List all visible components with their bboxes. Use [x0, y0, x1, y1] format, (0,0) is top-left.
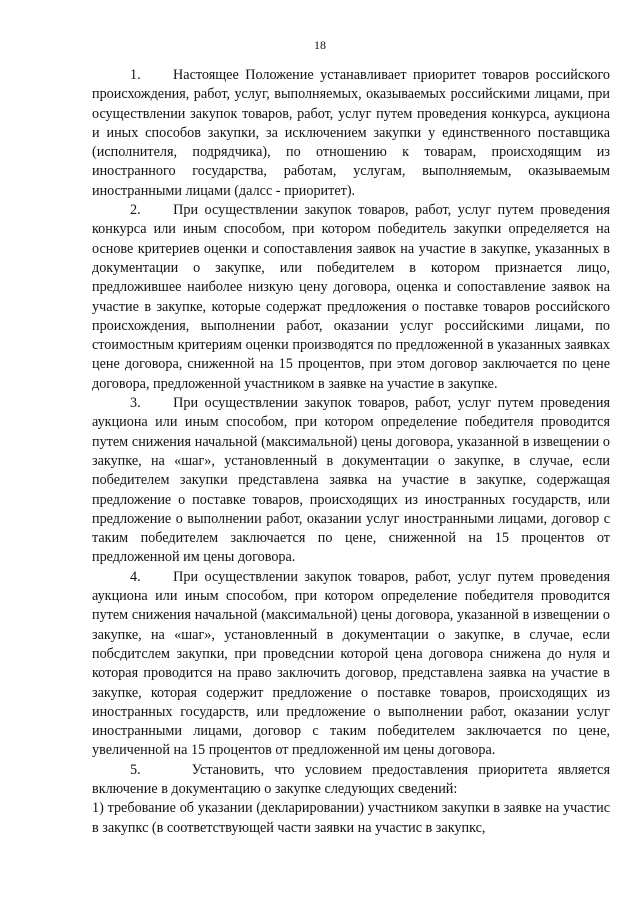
paragraph-3: 3. При осуществлении закупок товаров, работ, услуг путем проведения аукциона или иным способом, при котором определение победителя проводится путем снижения начальной (максимальной) цены договора, указанной в извещении о закупке, на «шаг», установленный в документации о закупке, в случае, если победителем закупки представлена заявка на участие в закупке, содержащая предложение о поставке товаров, происходящих из иностранных государств, или предложение о выполнении работ, оказании услуг иностранными лицами, договор с таким победителем заключается по цене, сниженной на 15 процентов от предложенной им цены договора. [92, 395, 610, 566]
paragraph-4: 4. При осуществлении закупок товаров, работ, услуг путем проведения аукциона или иным способом, при котором определение победителя проводится путем снижения начальной (максимальной) цены договора, указанной в извещении о закупке, на «шаг», установленный в документации о закупке, в случае, если побсдитслем закупки, при проведснии которой цена договора снижена до нуля и которая проводится на право заключить договор, представлена заявка на участие в закупке, которая содержит предложение о поставке товаров, происходящих из иностранных государств, или предложение о выполнении работ, оказании услуг иностранными лицами, договор с таким победителем заключается по цене, увеличенной на 15 процентов от предложенной им цены договора. [92, 568, 610, 759]
list-item-1: 1) требование об указании (декларировании) участником закупки в заявке на участис в закупкс (в соответствующей части заявки на участис в закупкс, [92, 800, 610, 836]
paragraph-2: 2. При осуществлении закупок товаров, работ, услуг путем проведения конкурса или иным способом, при котором победитель закупки определяется на основе критериев оценки и сопоставления заявок на участие в закупке, указанных в документации о закупке, или победителем в котором признается лицо, предложившее наиболее низкую цену договора, оценка и сопоставление заявок на участие в закупке, которые содержат предложения о поставке товаров российского происхождения, выполнении работ, оказании услуг российскими лицами, по стоимостным критериям оценки производятся по предложенной в указанных заявках цене договора, сниженной на 15 процентов, при этом договор заключается по цене договора, предложенной участником в заявке на участие в закупке. [92, 202, 610, 392]
paragraph-1: 1. Настоящее Положение устанавливает приоритет товаров российского происхождения, работ, услуг, выполняемых, оказываемых российскими лицами, при осуществлении закупок товаров, работ, услуг путем проведения конкурса, аукциона и иных способов закупки, за исключением закупки у единственного поставщика (исполнителя, подрядчика), по отношению к товарам, происходящим из иностранного государства, работам, услугам, выполняемым, оказываемым иностранными лицами (далсс - приоритет). [92, 67, 610, 199]
paragraph-5: 5. Установить, что условием предоставления приоритета является включение в документацию о закупке следующих сведений: [92, 761, 610, 797]
document-body [92, 66, 610, 838]
page-number: 18 [314, 38, 326, 52]
